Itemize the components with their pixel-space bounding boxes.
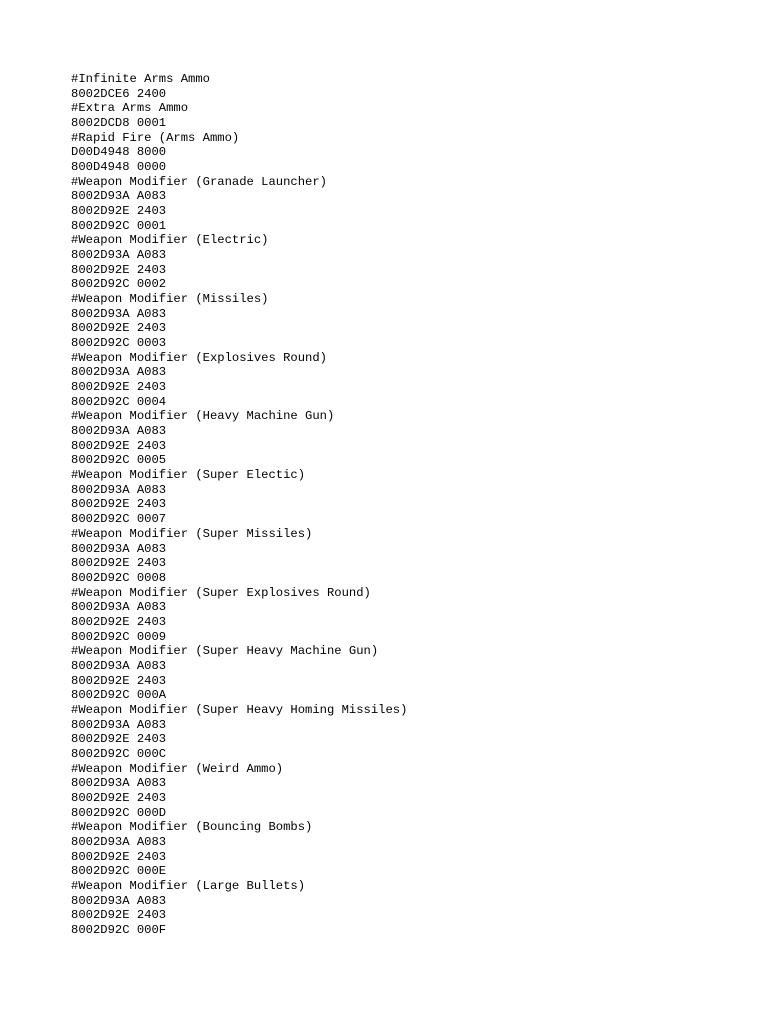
code-line: 8002D93A A083 (71, 717, 167, 732)
code-line: 8002D92C 0008 (71, 570, 167, 585)
code-section-heading: #Weapon Modifier (Electric) (71, 233, 269, 248)
code-section-heading: #Weapon Modifier (Large Bullets) (71, 878, 306, 893)
code-section-heading: #Weapon Modifier (Heavy Machine Gun) (71, 409, 335, 424)
code-line: 8002D92C 000C (71, 746, 167, 761)
code-section-heading: #Weapon Modifier (Super Electic) (71, 468, 306, 483)
code-line: 8002DCE6 2400 (71, 86, 167, 101)
code-line: 8002D93A A083 (71, 482, 167, 497)
code-line: 8002D92E 2403 (71, 497, 167, 512)
code-line: 8002D92C 0003 (71, 336, 167, 351)
cheat-code-list (71, 72, 407, 938)
code-line: 8002D92E 2403 (71, 556, 167, 571)
code-line: 8002D92E 2403 (71, 908, 167, 923)
code-line: 8002D93A A083 (71, 541, 167, 556)
code-line: 8002D92E 2403 (71, 614, 167, 629)
code-section-heading: #Weapon Modifier (Granade Launcher) (71, 174, 327, 189)
code-line: D00D4948 8000 (71, 145, 167, 160)
code-section-heading: #Weapon Modifier (Missiles) (71, 292, 269, 307)
code-line: 8002D93A A083 (71, 365, 167, 380)
code-line: 8002D92C 0004 (71, 394, 167, 409)
code-line: 8002DCD8 0001 (71, 116, 167, 131)
code-line: 8002D92C 000F (71, 922, 167, 937)
code-section-heading: #Weapon Modifier (Super Heavy Machine Gun) (71, 644, 379, 659)
code-line: 8002D92E 2403 (71, 732, 167, 747)
code-line: 800D4948 0000 (71, 160, 167, 175)
code-line: 8002D93A A083 (71, 189, 167, 204)
code-section-heading: #Weapon Modifier (Bouncing Bombs) (71, 820, 313, 835)
code-section-heading: #Infinite Arms Ammo (71, 72, 210, 86)
code-section-heading: #Weapon Modifier (Super Missiles) (71, 526, 313, 541)
code-line: 8002D92C 0009 (71, 629, 167, 644)
code-line: 8002D92E 2403 (71, 204, 167, 219)
code-line: 8002D92E 2403 (71, 380, 167, 395)
code-line: 8002D92E 2403 (71, 849, 167, 864)
code-line: 8002D92C 0002 (71, 277, 167, 292)
code-line: 8002D92E 2403 (71, 321, 167, 336)
code-line: 8002D93A A083 (71, 893, 167, 908)
code-section-heading: #Weapon Modifier (Weird Ammo) (71, 761, 284, 776)
code-line: 8002D93A A083 (71, 776, 167, 791)
code-line: 8002D93A A083 (71, 248, 167, 263)
code-section-heading: #Weapon Modifier (Explosives Round) (71, 350, 327, 365)
code-section-heading: #Extra Arms Ammo (71, 101, 189, 116)
code-section-heading: #Weapon Modifier (Super Explosives Round) (71, 585, 371, 600)
code-line: 8002D92E 2403 (71, 262, 167, 277)
code-line: 8002D92E 2403 (71, 790, 167, 805)
code-line: 8002D92C 0007 (71, 512, 167, 527)
code-line: 8002D92C 0001 (71, 218, 167, 233)
code-section-heading: #Rapid Fire (Arms Ammo) (71, 130, 240, 145)
code-line: 8002D92C 000A (71, 688, 167, 703)
code-line: 8002D93A A083 (71, 306, 167, 321)
code-line: 8002D93A A083 (71, 658, 167, 673)
code-line: 8002D92C 0005 (71, 453, 167, 468)
code-line: 8002D92E 2403 (71, 673, 167, 688)
code-line: 8002D92C 000E (71, 864, 167, 879)
code-line: 8002D92C 000D (71, 805, 167, 820)
code-line: 8002D92E 2403 (71, 438, 167, 453)
code-line: 8002D93A A083 (71, 600, 167, 615)
code-section-heading: #Weapon Modifier (Super Heavy Homing Missiles) (71, 702, 408, 717)
code-line: 8002D93A A083 (71, 834, 167, 849)
code-line: 8002D93A A083 (71, 424, 167, 439)
